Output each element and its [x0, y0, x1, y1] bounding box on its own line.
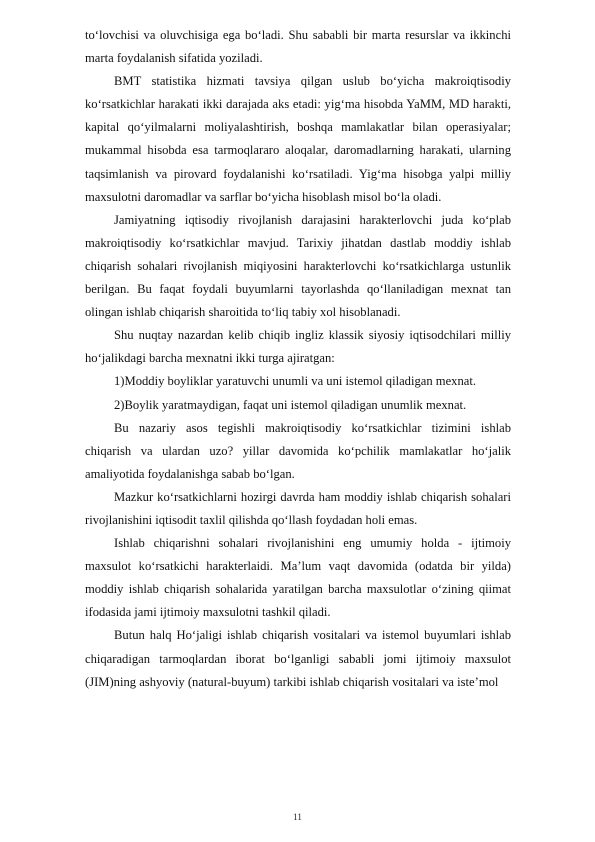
paragraph-current-use: Mazkur ko‘rsatkichlarni hozirgi davrda ham moddiy ishlab chiqarish sohalari rivojlanishini iqtisodit taxlil qilishda qo‘llash foydadan holi emas.	[85, 489, 511, 527]
list-item-productive-labor: 1)Moddiy boyliklar yaratuvchi unumli va uni istemol qiladigan mexnat.	[114, 374, 477, 389]
list-item-unproductive-labor: 2)Boylik yaratmaydigan, faqat uni istemol qiladigan unumlik mexnat.	[114, 397, 467, 412]
body-text	[85, 24, 511, 694]
paragraph-bmt-method: BMT statistika hizmati tavsiya qilgan uslub bo‘yicha makroiqtisodiy ko‘rsatkichlar harakati ikki darajada aks etadi: yig‘ma hisobda YaMM, MD harakti, kapital qo‘yilmalarni moliyalashtirish, boshqa mamlakatlar bilan operasiyalar; mukammal hisobda esa tarmoqlararo aloqalar, daromadlarning harakati, ularning taqsimlanish va pirovard foydalanishi ko‘rsatiladi. Yig‘ma hisobga yalpi milliy maxsulotni daromadlar va sarflar bo‘yicha hisoblash misol bo‘la oladi.	[85, 74, 511, 204]
paragraph-classical-economists: Shu nuqtay nazardan kelib chiqib ingliz klassik siyosiy iqtisodchilari milliy ho‘jalikdagi barcha mexnatni ikki turga ajiratgan:	[85, 328, 511, 366]
paragraph-social-product: Ishlab chiqarishni sohalari rivojlanishini eng umumiy holda - ijtimoiy maxsulot ko‘rsatkichi harakterlaidi. Ma’lum vaqt davomida (odatda bir yilda) moddiy ishlab chiqarish sohalarida yaratilgan barcha maxsulotlar o‘zining qiimat ifodasida jami ijtimoiy maxsulotni tashkil qiladi.	[85, 536, 511, 620]
paragraph-continuation: to‘lovchisi va oluvchisiga ega bo‘ladi. Shu sababli bir marta resurslar va ikkinchi marta foydalanish sifatida yoziladi.	[85, 28, 511, 66]
page-number: 11	[293, 812, 302, 822]
paragraph-national-economy: Butun halq Ho‘jaligi ishlab chiqarish vositalari va istemol buyumlari ishlab chiqaradigan tarmoqlardan iborat bo‘lganligi sababli jomi ijtimoiy maxsulot (JIM)ning ashyoviy (natural-buyum) tarkibi ishlab chiqarish vositalari va iste’mol	[85, 628, 511, 689]
paragraph-theoretical-basis: Bu nazariy asos tegishli makroiqtisodiy ko‘rsatkichlar tizimini ishlab chiqarish va ulardan uzo? yillar davomida ko‘pchilik mamlakatlar ho‘jalik amaliyotida foydalanishga sabab bo‘lgan.	[85, 420, 511, 481]
paragraph-indicators: Jamiyatning iqtisodiy rivojlanish darajasini harakterlovchi juda ko‘plab makroiqtisodiy ko‘rsatkichlar mavjud. Tarixiy jihatdan dastlab moddiy ishlab chiqarish sohalari rivojlanish miqiyosini harakterlovchi ko‘rsatkichlarga ustunlik berilgan. Bu faqat foydali buyumlarni tayorlashda qo‘llaniladigan mexnat tan olingan ishlab chiqarish sharoitida to‘liq tabiy xol hisoblanadi.	[85, 212, 511, 320]
